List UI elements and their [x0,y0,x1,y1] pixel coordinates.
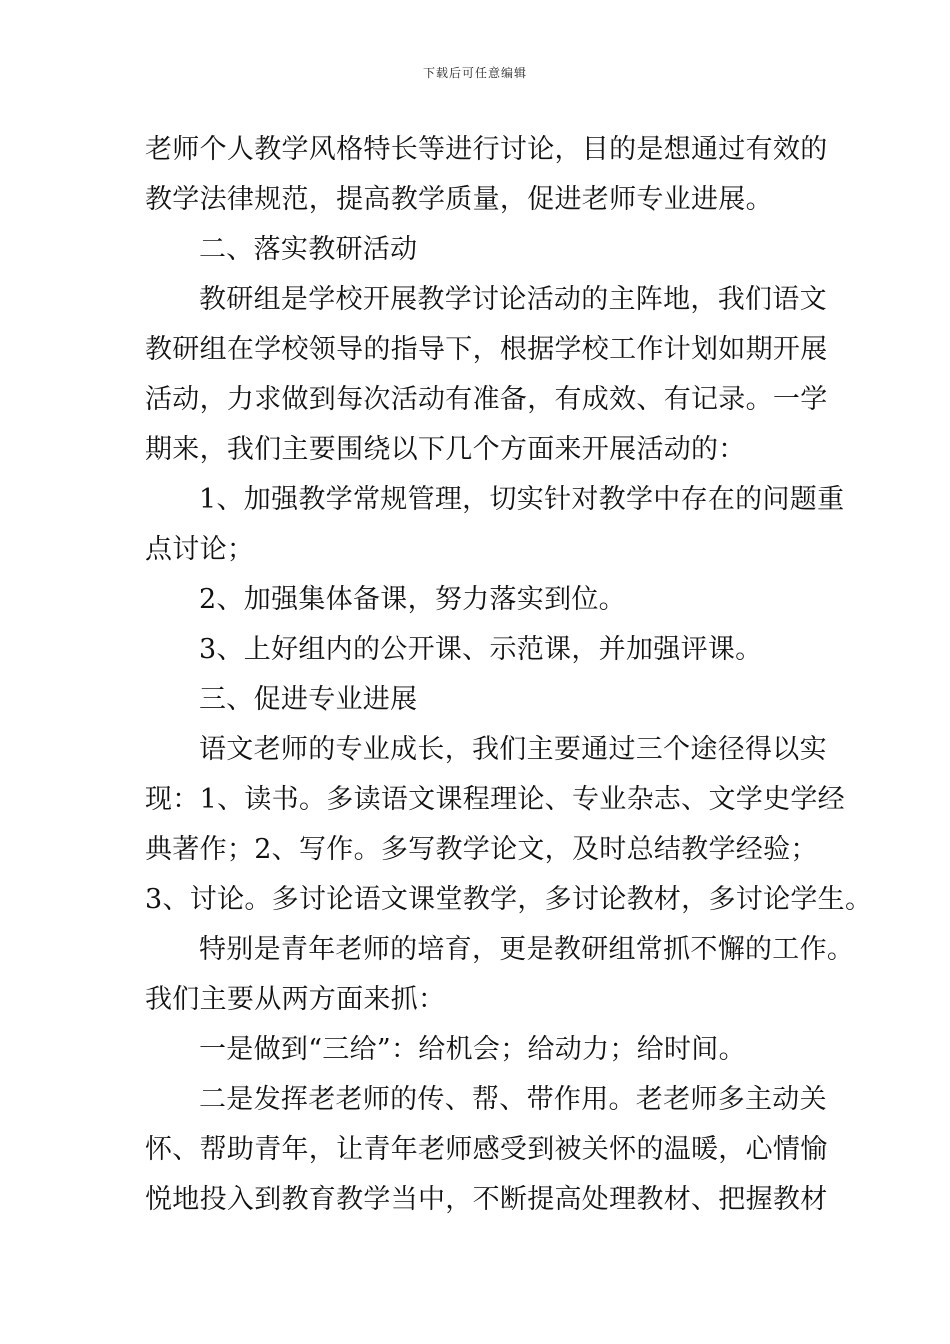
text-line-7: 期来，我们主要围绕以下几个方面来开展活动的： [145,434,746,465]
list-item-1: 1、加强教学常规管理，切实针对教学中存在的问题重 [199,484,845,515]
text-line-4: 教研组是学校开展教学讨论活动的主阵地，我们语文 [199,284,827,315]
text-line-16: 3、讨论。多讨论语文课堂教学，多讨论教材，多讨论学生。 [145,884,873,915]
list-item-3: 3、上好组内的公开课、示范课，并加强评课。 [199,634,763,665]
page-header: 下载后可任意编辑 [422,66,527,80]
text-line-21: 怀、帮助青年，让青年老师感受到被关怀的温暖，心情愉 [145,1134,828,1165]
section-heading-3: 三、促进专业进展 [199,684,418,715]
document-body [145,125,873,1225]
text-line-14: 现：1、读书。多读语文课程理论、专业杂志、文学史学经 [145,784,845,815]
text-line-9: 点讨论； [145,534,255,565]
text-line-19: 一是做到“三给”：给机会；给动力；给时间。 [199,1034,746,1065]
text-line-1: 老师个人教学风格特长等进行讨论，目的是想通过有效的 [145,134,828,165]
text-line-15: 典著作；2、写作。多写教学论文，及时总结教学经验； [145,834,818,865]
list-item-2: 2、加强集体备课，努力落实到位。 [199,584,626,615]
section-heading-2: 二、落实教研活动 [199,234,418,265]
text-line-6: 活动，力求做到每次活动有准备，有成效、有记录。一学 [145,384,828,415]
text-line-20: 二是发挥老老师的传、帮、带作用。老老师多主动关 [199,1084,827,1115]
text-line-18: 我们主要从两方面来抓： [145,984,446,1015]
text-line-22: 悦地投入到教育教学当中，不断提高处理教材、把握教材 [145,1184,828,1215]
text-line-13: 语文老师的专业成长，我们主要通过三个途径得以实 [199,734,827,765]
text-line-17: 特别是青年老师的培育，更是教研组常抓不懈的工作。 [199,934,855,965]
text-line-5: 教研组在学校领导的指导下，根据学校工作计划如期开展 [145,334,828,365]
text-line-2: 教学法律规范，提高教学质量，促进老师专业进展。 [145,184,773,215]
